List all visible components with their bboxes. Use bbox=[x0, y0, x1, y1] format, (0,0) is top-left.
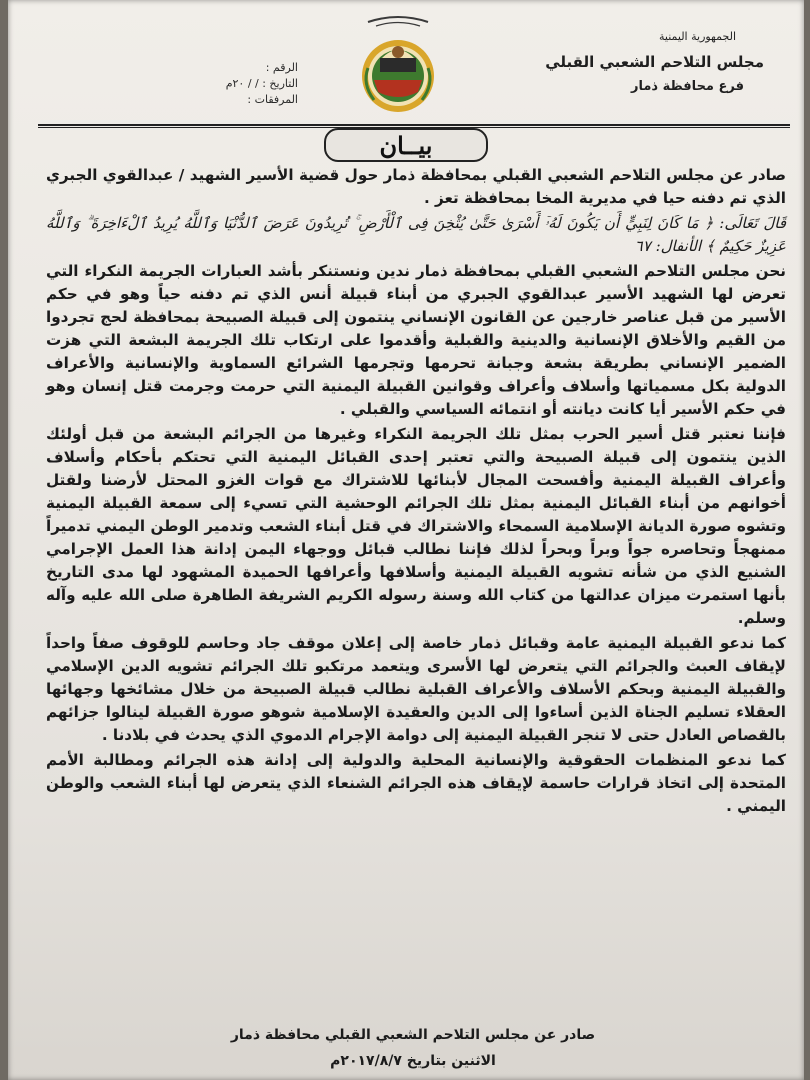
paragraph-call-tribes: كما ندعو القبيلة اليمنية عامة وقبائل ذمار خاصة إلى إعلان موقف جاد وحاسم للوقوف صفاً واحداً لإيقاف العبث والجرائم التي يتعرض لها الأسرى ويتعمد مرتكبو تلك الجرائم تشويه الدين الإسلامي والقبيلة اليمنية وبحكم الأسلاف والأعراف القبلية نطالب قبيلة الصبيحة من خلال مشائخها وجهائها العقلاء تسليم الجناة الذين أساءوا إلى الدين والعقيدة الإسلامية شوهو صورة القبيلة لينالوا جزائهم بالقصاص العادل حتى لا تنجر القبيلة اليمنية إلى دوامة الإجرام الدموي الذي يحدث في بلادنا . bbox=[46, 634, 786, 744]
letterhead-left bbox=[138, 60, 298, 108]
statement-footer bbox=[48, 1022, 778, 1074]
intro-paragraph: صادر عن مجلس التلاحم الشعبي القبلي بمحافظة ذمار حول قضية الأسير الشهيد / عبدالقوي الجبري الذي تم دفنه حيا في مديرية المخا بمحافظة تعز . bbox=[46, 166, 786, 207]
statement-title: بيــان bbox=[324, 128, 488, 162]
branch-name: فرع محافظة ذمار bbox=[631, 79, 744, 94]
council-emblem-icon bbox=[338, 8, 458, 118]
council-name: مجلس التلاحم الشعبي القبلي bbox=[545, 53, 764, 71]
attachments-field: المرفقات : bbox=[247, 93, 298, 106]
reference-number-field: الرقم : bbox=[265, 61, 298, 74]
issuer-line: صادر عن مجلس التلاحم الشعبي القبلي محافظة ذمار bbox=[230, 1027, 596, 1043]
paragraph-position: فإننا نعتبر قتل أسير الحرب بمثل تلك الجريمة النكراء وغيرها من الجرائم البشعة من قبل أولئك الذين ينتمون إلى قبيلة الصبيحة والتي تعتبر إحدى القبائل اليمنية التي تحتكم بأحكام وأسلاف وأعراف القبيلة اليمنية وأفسحت المجال لأبنائها للاشتراك مع قوات الغزو المحتل لأرضنا ولقتل أخوانهم من أبناء القبائل اليمنية بمثل تلك الجرائم الوحشية التي تسيء إلى سمعة القبيلة اليمنية وتشوه صورة الديانة الإسلامية السمحاء والاشتراك في قتل أبناء الشعب وتدمير الوطن اليمني تدميراً ممنهجاً وتحاصره جواً وبراً وبحراً لذلك فإننا نطالب قبائل ووجهاء اليمن إدانة هذا العمل الإجرامي الشنيع الذي من شأنه تشويه القبيلة اليمنية وأسلافها وأعرافها الحميدة المشهود لها مدى التاريخ بأنها استمرت ميزان عدالتها من كتاب الله وسنة رسوله الكريم الشريفة الطاهرة صلى الله عليه وآله وسلم. bbox=[46, 425, 786, 627]
quran-quote: قَالَ تَعَالَى: ﴿ مَا كَانَ لِنَبِيٍّ أَن يَكُونَ لَهُۥٓ أَسْرَىٰ حَتَّىٰ يُثْخِنَ فِى ٱلْأَرْضِ ۚ تُرِيدُونَ عَرَضَ ٱلدُّنْيَا وَٱللَّهُ يُرِيدُ ٱلْءَاخِرَةَ ۗ وَٱللَّهُ عَزِيزٌ حَكِيمٌ ﴾ الأنفال: ٦٧ bbox=[46, 214, 786, 255]
paragraph-call-organizations: كما ندعو المنظمات الحقوقية والإنسانية المحلية والدولية إلى إدانة هذه الجرائم ومطالبة الأمم المتحدة إلى اتخاذ قرارات حاسمة لإيقاف هذه الجرائم الشنعاء الذي يتعرض لها أبناء الشعب والوطن اليمني . bbox=[46, 751, 786, 815]
document-page bbox=[8, 0, 804, 1080]
date-field: التاريخ : / / ٢٠م bbox=[225, 77, 298, 90]
republic-label: الجمهورية اليمنية bbox=[658, 30, 736, 43]
letterhead-right bbox=[514, 30, 764, 94]
header-divider bbox=[38, 124, 790, 126]
paragraph-condemnation: نحن مجلس التلاحم الشعبي القبلي بمحافظة ذمار ندين ونستنكر بأشد العبارات الجريمة النكراء التي تعرض لها الشهيد الأسير عبدالقوي الجبري من أبناء قبيلة أنس الذي تم دفنه حياً وهو في حكم الأسير من قبل عناصر خارجين عن القانون الإنساني ينتمون إلى قبيلة الصبيحة بمحافظة لحج تجردوا من القيم والأخلاق الإنسانية والدينية والقبلية وأقدموا على ارتكاب تلك الجريمة البشعة التي هزت الضمير الإنساني بطريقة بشعة وجبانة تحرمها وتجرمها الشرائع السماوية والإنسانية والأعراف الدولية بكل مسمياتها وأسلاف وأعراف وقوانين القبيلة اليمنية التي حرمت وجرمت قتل إنسان وهو في حكم الأسير أيا كانت ديانته أو انتمائه السياسي والقبلي . bbox=[46, 262, 786, 418]
issue-date: الاثنين بتاريخ ٢٠١٧/٨/٧م bbox=[330, 1053, 496, 1069]
statement-body bbox=[46, 164, 786, 820]
